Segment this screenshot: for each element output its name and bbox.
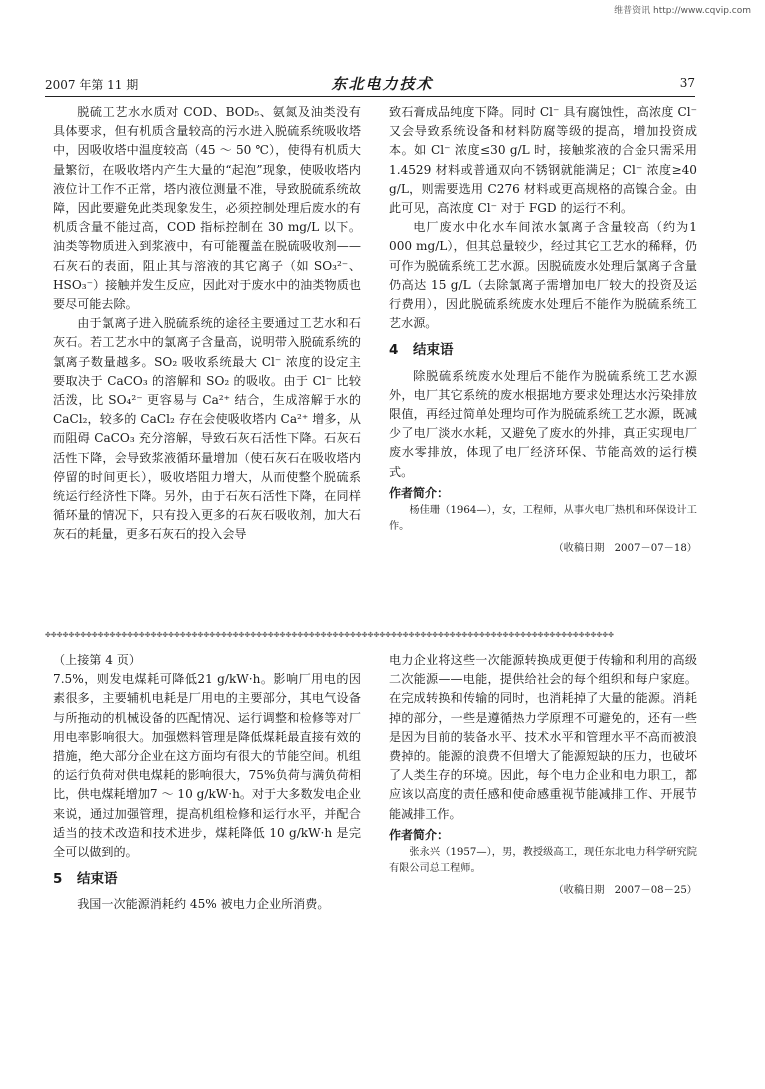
paragraph: 电力企业将这些一次能源转换成更便于传输和利用的高级二次能源——电能，提供给社会的每个组织和每户家庭。在完成转换和传输的同时，也消耗掉了大量的能源。消耗掉的部分，一些是遵循热力学原理不可避免的，还有一些是因为目前的装备水平、技术水平和管理水平不高而被浪费掉的。能源的浪费不但增大了能源短缺的压力，也破坏了人类生存的环境。因此，每个电力企业和电力职工，都应该以高度的责任感和使命感重视节能减排工作、开展节能减排工作。 (389, 653, 697, 821)
journal-title: 东北电力技术 (331, 75, 434, 93)
received-date: （收稿日期 2007－08－25） (553, 885, 697, 897)
received-date: （收稿日期 2007－07－18） (553, 543, 697, 555)
bottom-right-column (389, 651, 697, 900)
section-title: 结束语 (77, 871, 118, 888)
paragraph: 电厂废水中化水车间浓水氯离子含量较高（约为1 000 mg/L），但其总量较少，经过其它工艺水的稀释，仍可作为脱硫系统工艺水源。因脱硫废水处理后氯离子含量仍高达 15 g/L（去除氯离子需增加电厂较大的投资及运行费用），因此脱硫系统废水处理后不能作为脱硫系统工艺水源。 (389, 220, 697, 331)
author-bio: 张永兴（1957—），男，教授级高工，现任东北电力科学研究院有限公司总工程师。 (389, 847, 697, 875)
conclusion-paragraph: 除脱硫系统废水处理后不能作为脱硫系统工艺水源外，电厂其它系统的废水根据地方要求处理达水污染排放限值，再经过简单处理均可作为脱硫系统工艺水源，既减少了电厂淡水水耗，又避免了废水的外排，真正实现电厂废水零排放，体现了电厂经济环保、节能高效的运行模式。 (389, 368, 697, 479)
page-number: 37 (679, 76, 695, 90)
watermark: 维普资讯 http://www.cqvip.com (614, 6, 751, 16)
paragraph: 由于氯离子进入脱硫系统的途径主要通过工艺水和石灰石。若工艺水中的氯离子含量高，说明带入脱硫系统的氯离子数量越多。SO₂ 吸收系统最大 Cl⁻ 浓度的设定主要取决于 CaCO₃ 的溶解和 SO₂ 的吸收。由于 Cl⁻ 比较活泼，比 SO₄²⁻ 更容易与 Ca²⁺ 结合，生成溶解于水的 CaCl₂，较多的 CaCl₂ 存在会使吸收塔内 Ca²⁺ 增多，从而阻碍 CaCO₃ 充分溶解，导致石灰石活性下降。石灰石活性下降，会导致浆液循环量增加（使石灰石在吸收塔内停留的时间更长），吸收塔阻力增大，从而使整个脱硫系统运行经济性下降。另外，由于石灰石活性下降，在同样循环量的情况下，只有投入更多的石灰石吸收剂，加大石灰石的耗量，更多石灰石的投入会导 (53, 316, 361, 542)
bottom-left-column (53, 651, 361, 915)
continued-note: （上接第 4 页） (53, 653, 141, 667)
paragraph: 我国一次能源消耗约 45% 被电力企业所消费。 (77, 897, 330, 912)
header-rule (45, 96, 695, 97)
author-heading: 作者简介： (389, 827, 450, 842)
paragraph: 7.5%，则发电煤耗可降低21 g/kW·h。影响厂用电的因素很多，主要辅机电耗是厂用电的主要部分，其电气设备与所拖动的机械设备的匹配情况、运行调整和检修等对厂用电率影响很大。加强燃料管理是降低煤耗最直接有效的措施，绝大部分企业在这方面均有很大的节能空间。机组的运行负荷对供电煤耗的影响很大，75%负荷与满负荷相比，供电煤耗增加7 ～ 10 g/kW·h。对于大多数发电企业来说，通过加强管理，提高机组检修和运行水平，并配合适当的技术改造和技术进步，煤耗降低 10 g/kW·h 是完全可以做到的。 (53, 672, 361, 860)
section-heading (53, 870, 361, 889)
section-heading (389, 341, 697, 360)
top-right-column (389, 103, 697, 558)
section-number: 5 (53, 871, 63, 888)
ornamental-divider: ✤✤✤✤✤✤✤✤✤✤✤✤✤✤✤✤✤✤✤✤✤✤✤✤✤✤✤✤✤✤✤✤✤✤✤✤✤✤✤✤✤✤✤✤✤✤✤✤✤✤✤✤✤✤✤✤✤✤✤✤✤✤✤✤✤✤✤✤✤✤✤✤✤✤✤✤✤✤✤✤✤✤✤✤✤✤✤✤✤✤✤✤✤✤✤✤✤ (45, 631, 614, 639)
author-bio: 杨佳珊（1964—），女，工程师，从事火电厂热机和环保设计工作。 (389, 505, 697, 533)
section-title: 结束语 (413, 342, 454, 359)
section-number: 4 (389, 342, 399, 359)
author-heading: 作者简介： (389, 485, 450, 500)
issue-label: 2007 年第 11 期 (45, 78, 139, 92)
paragraph: 致石膏成品纯度下降。同时 Cl⁻ 具有腐蚀性，高浓度 Cl⁻ 又会导致系统设备和材料防腐等级的提高，增加投资成本。如 Cl⁻ 浓度≤30 g/L 时，接触浆液的合金只需采用 1.4529 材料或普通双向不锈钢就能满足；Cl⁻ 浓度≥40 g/L，则需要选用 C276 材料或更高规格的高镍合金。由此可见，高浓度 Cl⁻ 对于 FGD 的运行不利。 (389, 105, 697, 216)
paragraph: 脱硫工艺水水质对 COD、BOD₅、氨氮及油类没有具体要求，但有机质含量较高的污水进入脱硫系统吸收塔中，因吸收塔中温度较高（45 ～ 50 ℃），使得有机质大量繁衍，在吸收塔内产生大量的“起泡”现象，使吸收塔内液位计工作不正常，塔内液位测量不准，导致脱硫系统故障，因此要避免此类现象发生，必须控制处理后废水的有机质含量不能过高，COD 指标控制在 30 mg/L 以下。油类等物质进入到浆液中，有可能覆盖在脱硫吸收剂——石灰石的表面，阻止其与溶液的其它离子（如 SO₃²⁻、HSO₃⁻）接触并发生反应，因此对于废水中的油类物质也要尽可能去除。 (53, 105, 361, 312)
top-left-column (53, 103, 361, 545)
